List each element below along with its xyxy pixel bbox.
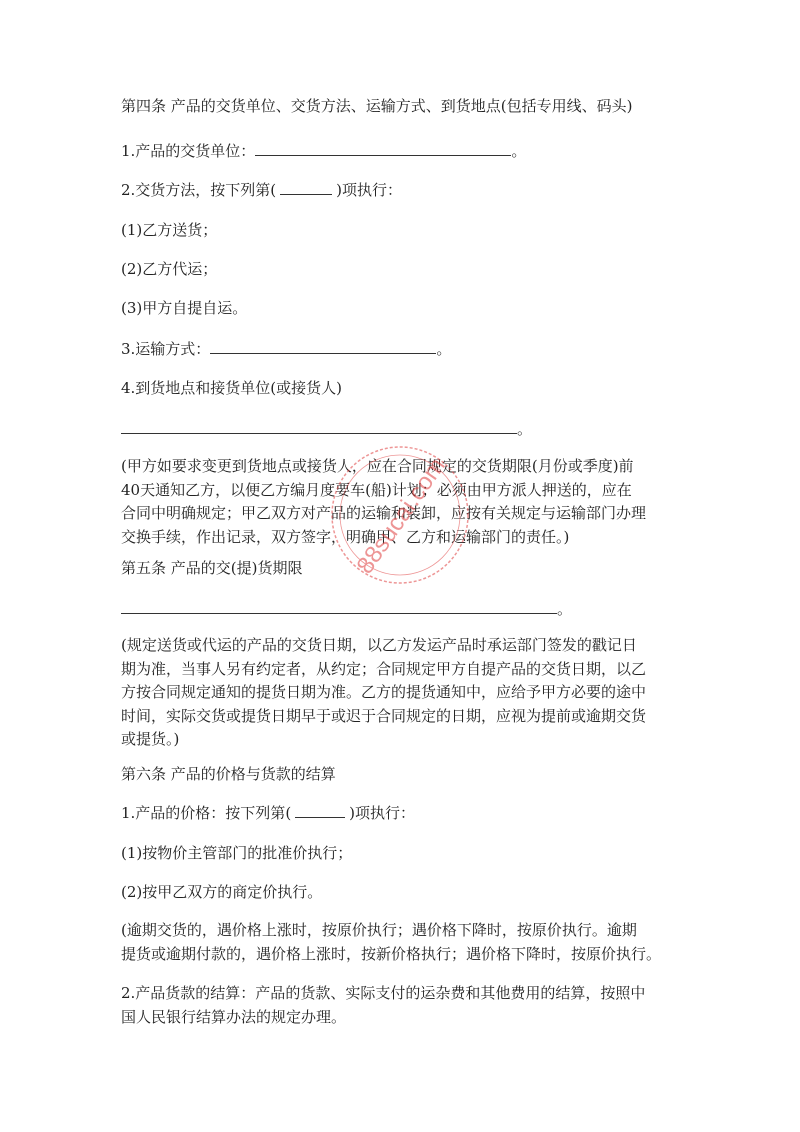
article4-item2 <box>121 180 402 200</box>
note-line: 方按合同规定通知的提货日期为准。乙方的提货通知中，应给予甲方必要的途中 <box>121 683 647 701</box>
article5-title: 第五条 产品的交(提)货期限 <box>121 559 303 577</box>
delivery-deadline-blank[interactable] <box>121 598 557 614</box>
price-option-2: (2)按甲乙双方的商定价执行。 <box>121 883 323 901</box>
note-line: 交换手续，作出记录，双方签字，明确甲、乙方和运输部门的责任。) <box>121 527 570 546</box>
note-line: 时间，实际交货或提货日期早于或迟于合同规定的日期，应视为提前或逾期交货 <box>121 706 647 725</box>
transport-method-blank[interactable] <box>210 338 436 354</box>
article6-item2 <box>121 982 687 1029</box>
article4-title: 第四条 产品的交货单位、交货方法、运输方式、到货地点(包括专用线、码头) <box>121 97 633 115</box>
delivery-option-1: (1)乙方送货； <box>121 221 218 239</box>
watermark-text: 88sucai.com <box>351 452 451 579</box>
note-line: (逾期交货的，遇价格上涨时，按原价执行；遇价格下降时，按原价执行。逾期 <box>121 921 637 939</box>
article5-note <box>121 634 687 752</box>
delivery-method-suffix: )项执行： <box>336 181 403 199</box>
settlement-line: 国人民银行结算办法的规定办理。 <box>121 1007 347 1026</box>
article6-title: 第六条 产品的价格与货款的结算 <box>121 765 336 783</box>
delivery-method-blank[interactable] <box>280 180 332 195</box>
delivery-unit-label: 1.产品的交货单位： <box>121 142 256 160</box>
settlement-line: 2.产品货款的结算：产品的货款、实际支付的运杂费和其他费用的结算，按照中 <box>121 984 646 1002</box>
note-line: 期为准，当事人另有约定者，从约定；合同规定甲方自提产品的交货日期，以乙 <box>121 659 647 678</box>
note-line: 40天通知乙方，以便乙方编月度要车(船)计划；必须由甲方派人押送的，应在 <box>121 480 632 499</box>
price-option-1: (1)按物价主管部门的批准价执行； <box>121 844 353 862</box>
note-line: 提货或逾期付款的，遇价格上涨时，按新价格执行；遇价格下降时，按原价执行。 <box>121 944 662 963</box>
note-line: (甲方如要求变更到货地点或接货人，应在合同规定的交货期限(月份或季度)前 <box>121 457 634 475</box>
article6-item1 <box>121 803 415 823</box>
period: 。 <box>557 600 573 618</box>
delivery-option-2: (2)乙方代运； <box>121 260 218 278</box>
article4-item4: 4.到货地点和接货单位(或接货人) <box>121 379 343 397</box>
article4-item4-blank-line <box>121 418 532 439</box>
period: 。 <box>436 340 452 358</box>
period: 。 <box>517 420 533 438</box>
article5-blank-line <box>121 598 572 619</box>
destination-blank[interactable] <box>121 418 517 434</box>
article4-item3 <box>121 338 451 359</box>
note-line: (规定送货或代运的产品的交货日期，以乙方发运产品时承运部门签发的戳记日 <box>121 636 637 654</box>
price-label: 1.产品的价格：按下列第( <box>121 804 292 822</box>
note-line: 合同中明确规定；甲乙双方对产品的运输和装卸，应按有关规定与运输部门办理 <box>121 504 647 522</box>
price-suffix: )项执行： <box>349 804 416 822</box>
article6-note <box>121 919 687 966</box>
note-line: 或提货。) <box>121 730 180 748</box>
delivery-option-3: (3)甲方自提自运。 <box>121 299 248 317</box>
article4-item1 <box>121 140 526 161</box>
delivery-method-label: 2.交货方法，按下列第( <box>121 181 277 199</box>
price-option-blank[interactable] <box>295 803 345 818</box>
period: 。 <box>511 142 527 160</box>
transport-method-label: 3.运输方式： <box>121 340 211 358</box>
delivery-unit-blank[interactable] <box>255 140 511 156</box>
watermark-stamp <box>325 440 475 590</box>
